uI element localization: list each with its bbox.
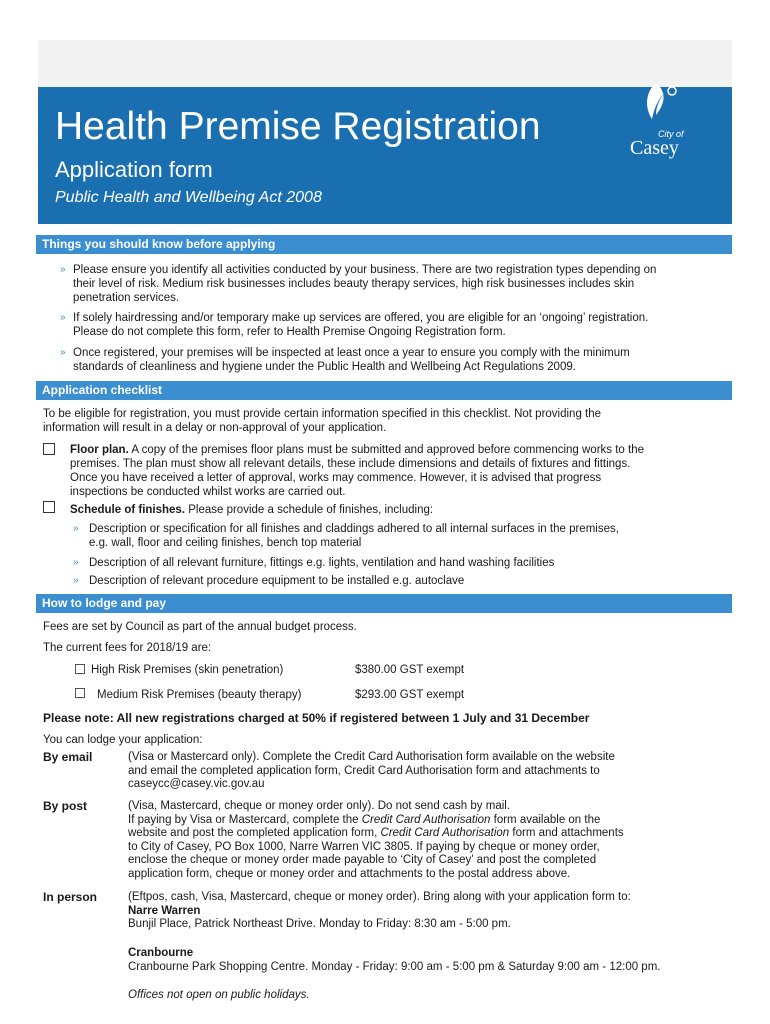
- can-lodge-text: You can lodge your application:: [43, 734, 203, 746]
- header-top-strip: [38, 40, 732, 87]
- list-item: » Once registered, your premises will be inspected at least once a year to ensure you comply with the minimum standards of cleanliness and hygiene under the Public Health and Wellbeing Act Regulations 2009.: [60, 347, 630, 373]
- page-title: Health Premise Registration: [55, 105, 541, 148]
- by-email-text: (Visa or Mastercard only). Complete the Credit Card Authorisation form available on the website and email the completed application form, Credit Card Authorisation form and attachments to caseycc@casey.vic.gov.au: [128, 751, 728, 792]
- act-name: Public Health and Wellbeing Act 2008: [55, 189, 322, 206]
- checklist-heading: Application checklist: [36, 381, 732, 400]
- fee1-label: High Risk Premises (skin penetration): [91, 664, 284, 676]
- chevron-right-icon: »: [60, 264, 66, 275]
- lodge-heading: How to lodge and pay: [36, 594, 732, 613]
- fee1-value: $380.00 GST exempt: [355, 664, 465, 676]
- list-item: » Description or specification for all finishes and claddings adhered to all internal surfaces in the premises, e.g. wall, floor and ceiling finishes, bench top material: [73, 523, 619, 549]
- things-heading: Things you should know before applying: [36, 235, 732, 254]
- in-person-label: In person: [43, 890, 98, 904]
- email-link[interactable]: caseycc@casey.vic.gov.au: [128, 778, 265, 790]
- by-email-label: By email: [43, 750, 93, 764]
- list-item: » Description of relevant procedure equipment to be installed e.g. autoclave: [73, 575, 465, 587]
- list-item: » If solely hairdressing and/or temporary make up services are offered, you are eligible for an ‘ongoing’ registration. Please do not complete this form, refer to Health Premise Ongoing Registration form.: [60, 312, 649, 338]
- chevron-right-icon: »: [60, 312, 66, 323]
- floor-plan-text: Floor plan. A copy of the premises floor plans must be submitted and approved before commencing works to the premises. The plan must show all relevant details, these include dimensions and details of fixtures and fittings. Once you have received a letter of approval, works may commence. However, it is advised that progress inspections be conducted whilst works are carried out.: [70, 444, 645, 498]
- page-subtitle: Application form: [55, 157, 213, 182]
- chevron-right-icon: »: [73, 523, 79, 534]
- cranbourne-text: Cranbourne Cranbourne Park Shopping Centre. Monday - Friday: 9:00 am - 5:00 pm & Saturday 9:00 am - 12:00 pm.: [128, 947, 661, 973]
- offices-note: Offices not open on public holidays.: [128, 989, 310, 1001]
- by-post-text: (Visa, Mastercard, cheque or money order only). Do not send cash by mail. If paying by Visa or Mastercard, complete the Credit Card Authorisation form available on the website and post the completed application form, Credit Card Authorisation form and attachments to City of Casey, PO Box 1000, Narre Warren VIC 3805. If paying by cheque or money order, enclose the cheque or money order made payable to ‘City of Casey’ and post the completed application form, cheque or money order and attachments to the postal address above.: [128, 800, 624, 880]
- current-fees-text: The current fees for 2018/19 are:: [43, 642, 212, 654]
- list-item: » Description of all relevant furniture, fittings e.g. lights, ventilation and hand washing facilities: [73, 557, 555, 569]
- schedule-finishes-text: Schedule of finishes. Please provide a schedule of finishes, including:: [70, 504, 434, 516]
- schedule-finishes-checkbox[interactable]: [43, 501, 55, 513]
- chevron-right-icon: »: [73, 575, 79, 586]
- logo-city-of: City of: [658, 129, 684, 139]
- chevron-right-icon: »: [60, 347, 66, 358]
- fees-set-text: Fees are set by Council as part of the annual budget process.: [43, 621, 357, 633]
- leaf-logo-icon: [636, 79, 686, 125]
- fee2-label: Medium Risk Premises (beauty therapy): [97, 689, 302, 701]
- floor-plan-checkbox[interactable]: [43, 443, 55, 455]
- high-risk-checkbox[interactable]: [75, 664, 85, 674]
- medium-risk-checkbox[interactable]: [75, 688, 85, 698]
- city-of-casey-logo: [630, 87, 694, 167]
- header-banner: [38, 87, 732, 224]
- in-person-text: (Eftpos, cash, Visa, Mastercard, cheque or money order). Bring along with your application form to: Narre Warren Bunjil Place, Patrick Northeast Drive. Monday to Friday: 8:30 am - 5:00 pm.: [128, 891, 631, 930]
- fee2-value: $293.00 GST exempt: [355, 689, 465, 701]
- chevron-right-icon: »: [73, 557, 79, 568]
- checklist-intro: To be eligible for registration, you must provide certain information specified in this checklist. Not providing the information will result in a delay or non-approval of your application.: [43, 408, 602, 434]
- by-post-label: By post: [43, 799, 88, 813]
- list-item: » Please ensure you identify all activities conducted by your business. There are two registration types depending on their level of risk. Medium risk businesses includes beauty therapy services, high risk businesses includes skin penetration services.: [60, 264, 657, 304]
- logo-casey: Casey: [630, 137, 679, 159]
- registration-note: Please note: All new registrations charged at 50% if registered between 1 July and 31 December: [43, 711, 590, 725]
